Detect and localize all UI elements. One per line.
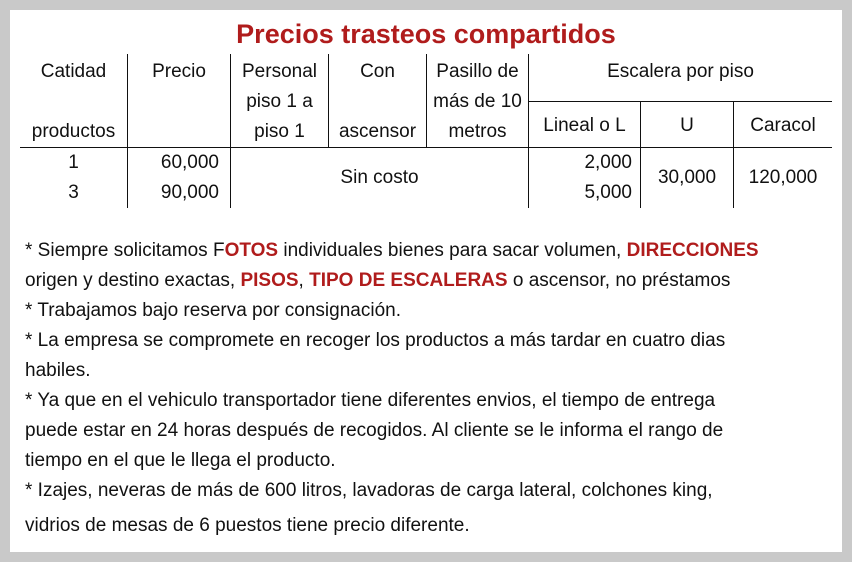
header-underline <box>20 147 832 148</box>
highlight-pisos: PISOS <box>240 270 299 291</box>
header-u: U <box>680 115 694 136</box>
highlight-tipo-escaleras: TIPO DE ESCALERAS <box>309 270 508 291</box>
note-recoger-line2: habiles. <box>25 360 91 381</box>
note-entrega-line2: puede estar en 24 horas después de recogidos. Al cliente se le informa el rango de <box>25 420 724 441</box>
highlight-fotos: OTOS <box>224 240 279 261</box>
highlight-direcciones: DIRECCIONES <box>626 240 759 261</box>
note-text: o ascensor, no préstamos <box>507 270 731 291</box>
row2-precio: 90,000 <box>160 182 219 203</box>
row2-lineal: 5,000 <box>584 182 632 203</box>
row2-cantidad: 3 <box>68 182 79 203</box>
note-reserva: * Trabajamos bajo reserva por consignación. <box>25 300 401 321</box>
note-fotos-line1 <box>25 236 825 266</box>
header-caracol: Caracol <box>750 115 816 136</box>
note-fotos-line2 <box>25 266 825 296</box>
header-precio: Precio <box>152 61 206 82</box>
note-text: * Siempre solicitamos F <box>25 240 225 261</box>
sin-costo: Sin costo <box>340 167 419 188</box>
row1-lineal: 2,000 <box>584 152 632 173</box>
header-ascensor-line1: Con <box>360 61 395 82</box>
escalera-underline <box>528 101 832 102</box>
note-text: origen y destino exactas, <box>25 270 241 291</box>
note-izajes-line1: * Izajes, neveras de más de 600 litros, lavadoras de carga lateral, colchones king, <box>25 480 713 501</box>
header-personal-line1: Personal <box>242 61 317 82</box>
caracol-price: 120,000 <box>748 167 818 188</box>
note-izajes-line2: vidrios de mesas de 6 puestos tiene precio diferente. <box>25 515 470 536</box>
note-text: individuales bienes para sacar volumen, <box>278 240 627 261</box>
row1-cantidad: 1 <box>68 152 79 173</box>
header-cantidad: Catidad <box>40 61 107 82</box>
header-productos: productos <box>31 121 116 142</box>
note-entrega-line3: tiempo en el que le llega el producto. <box>25 450 336 471</box>
header-escalera: Escalera por piso <box>607 61 754 82</box>
note-text: , <box>298 270 310 291</box>
header-lineal: Lineal o L <box>543 115 626 136</box>
u-price: 30,000 <box>657 167 717 188</box>
page-title: Precios trasteos compartidos <box>236 19 616 49</box>
header-personal-line3: piso 1 <box>254 121 305 142</box>
header-pasillo-line3: metros <box>448 121 507 142</box>
conditions-notes <box>25 236 825 541</box>
header-ascensor-line2: ascensor <box>338 121 417 142</box>
note-recoger-line1: * La empresa se compromete en recoger los productos a más tardar en cuatro dias <box>25 330 726 351</box>
header-pasillo-line1: Pasillo de <box>436 61 519 82</box>
row1-precio: 60,000 <box>160 152 219 173</box>
note-entrega-line1: * Ya que en el vehiculo transportador tiene diferentes envios, el tiempo de entrega <box>25 390 716 411</box>
header-personal-line2: piso 1 a <box>246 91 313 112</box>
header-pasillo-line2: más de 10 <box>433 91 522 112</box>
